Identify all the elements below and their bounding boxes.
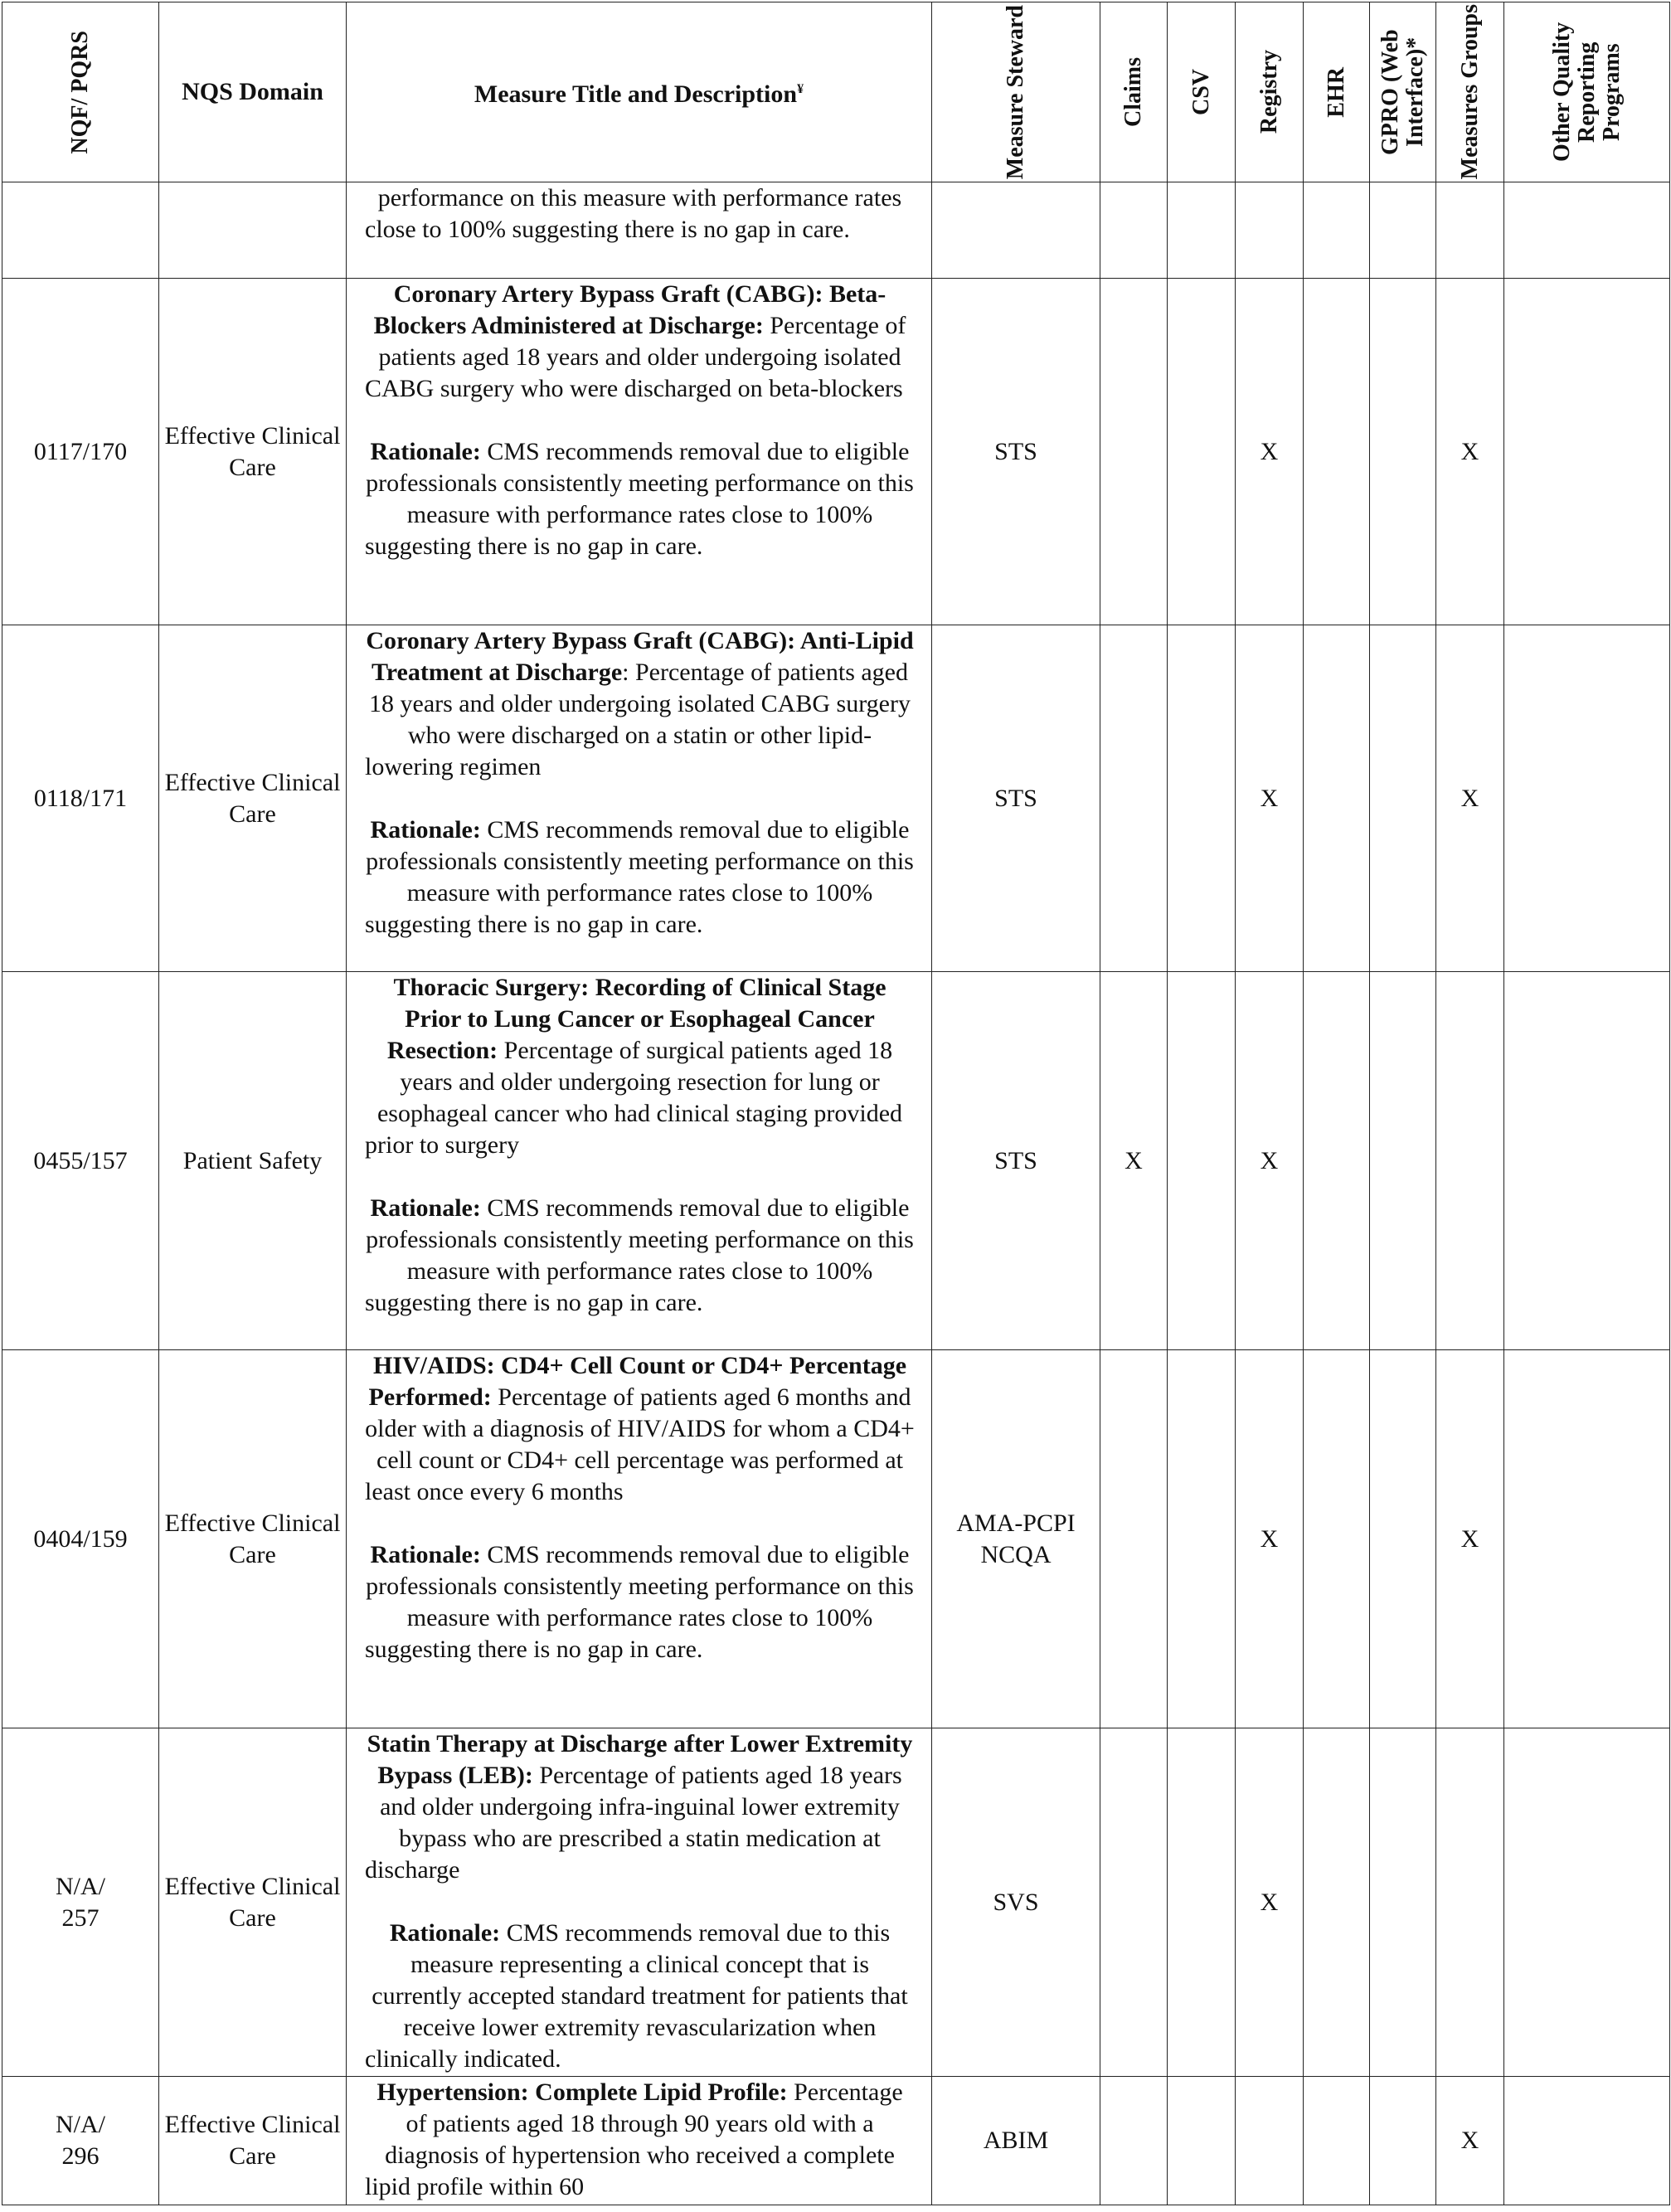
claims-cell: X bbox=[1100, 972, 1168, 1350]
measure-title: Coronary Artery Bypass Graft (CABG): Beta-Blockers Administered at Discharge: bbox=[373, 280, 887, 339]
csv-cell bbox=[1168, 2077, 1236, 2205]
groups-cell bbox=[1436, 182, 1504, 279]
measure-description: performance on this measure with performance rates close to 100% suggesting there is no gap in care. bbox=[365, 184, 902, 243]
measure-description: Percentage of patients aged 6 months and older with a diagnosis of HIV/AIDS for whom a CD4+ cell count or CD4+ cell percentage was performed at least once every 6 months bbox=[365, 1383, 915, 1505]
table-row bbox=[2, 1728, 1670, 2077]
nqf-cell: 0404/159 bbox=[2, 1350, 159, 1728]
nqf-cell: 0455/157 bbox=[2, 972, 159, 1350]
steward-cell: SVS bbox=[932, 1728, 1100, 2077]
header-claims: Claims bbox=[1100, 2, 1168, 182]
yen-footnote-mark: ¥ bbox=[797, 82, 804, 96]
other-cell bbox=[1504, 625, 1670, 972]
domain-cell: Effective Clinical Care bbox=[159, 279, 347, 625]
registry-cell bbox=[1236, 182, 1304, 279]
other-cell bbox=[1504, 972, 1670, 1350]
table-row bbox=[2, 1350, 1670, 1728]
claims-cell bbox=[1100, 1350, 1168, 1728]
steward-cell: ABIM bbox=[932, 2077, 1100, 2205]
table-row bbox=[2, 972, 1670, 1350]
table-row bbox=[2, 279, 1670, 625]
other-cell bbox=[1504, 2077, 1670, 2205]
registry-cell: X bbox=[1236, 972, 1304, 1350]
steward-cell: AMA-PCPI NCQA bbox=[932, 1350, 1100, 1728]
measure-description: Percentage of surgical patients aged 18 years and older undergoing resection for lung or esophageal cancer who had clinical staging provided prior to surgery bbox=[365, 1037, 903, 1159]
table-row bbox=[2, 625, 1670, 972]
description-cell bbox=[347, 182, 932, 279]
groups-cell bbox=[1436, 972, 1504, 1350]
description-cell bbox=[347, 2077, 932, 2205]
header-other-programs: Other Quality Reporting Programs bbox=[1504, 2, 1670, 182]
groups-cell bbox=[1436, 1728, 1504, 2077]
ehr-cell bbox=[1304, 1350, 1370, 1728]
claims-cell bbox=[1100, 182, 1168, 279]
nqf-cell: N/A/ 257 bbox=[2, 1728, 159, 2077]
other-cell bbox=[1504, 279, 1670, 625]
gpro-cell bbox=[1370, 1350, 1436, 1728]
header-nqf-pqrs: NQF/ PQRS bbox=[2, 2, 159, 182]
groups-cell: X bbox=[1436, 625, 1504, 972]
header-csv: CSV bbox=[1168, 2, 1236, 182]
rationale-label: Rationale: bbox=[370, 1541, 481, 1568]
measure-description: Percentage of patients aged 18 years and older undergoing infra-inguinal lower extremity bypass who are prescribed a statin medication at discharge bbox=[365, 1762, 902, 1884]
header-nqs-domain: NQS Domain bbox=[159, 2, 347, 182]
description-cell bbox=[347, 1350, 932, 1728]
csv-cell bbox=[1168, 279, 1236, 625]
steward-cell: STS bbox=[932, 279, 1100, 625]
gpro-cell bbox=[1370, 972, 1436, 1350]
claims-cell bbox=[1100, 625, 1168, 972]
groups-cell: X bbox=[1436, 279, 1504, 625]
header-ehr: EHR bbox=[1304, 2, 1370, 182]
domain-cell: Patient Safety bbox=[159, 972, 347, 1350]
csv-cell bbox=[1168, 972, 1236, 1350]
nqf-cell: 0118/171 bbox=[2, 625, 159, 972]
measure-title: Statin Therapy at Discharge after Lower Extremity Bypass (LEB): bbox=[367, 1730, 913, 1789]
ehr-cell bbox=[1304, 182, 1370, 279]
registry-cell: X bbox=[1236, 625, 1304, 972]
steward-cell bbox=[932, 182, 1100, 279]
groups-cell: X bbox=[1436, 1350, 1504, 1728]
registry-cell bbox=[1236, 2077, 1304, 2205]
registry-cell: X bbox=[1236, 1350, 1304, 1728]
ehr-cell bbox=[1304, 2077, 1370, 2205]
steward-cell: STS bbox=[932, 625, 1100, 972]
other-cell bbox=[1504, 182, 1670, 279]
registry-cell: X bbox=[1236, 279, 1304, 625]
gpro-cell bbox=[1370, 182, 1436, 279]
header-measures-groups: Measures Groups bbox=[1436, 2, 1504, 182]
groups-cell: X bbox=[1436, 2077, 1504, 2205]
other-cell bbox=[1504, 1728, 1670, 2077]
table-row bbox=[2, 2077, 1670, 2205]
description-cell bbox=[347, 1728, 932, 2077]
steward-cell: STS bbox=[932, 972, 1100, 1350]
measures-table bbox=[2, 2, 1670, 2205]
nqf-cell: 0117/170 bbox=[2, 279, 159, 625]
nqf-cell bbox=[2, 182, 159, 279]
other-cell bbox=[1504, 1350, 1670, 1728]
domain-cell: Effective Clinical Care bbox=[159, 2077, 347, 2205]
rationale-label: Rationale: bbox=[370, 438, 481, 465]
measure-title: Coronary Artery Bypass Graft (CABG): Anti-Lipid Treatment at Discharge bbox=[366, 627, 914, 686]
ehr-cell bbox=[1304, 972, 1370, 1350]
measure-description: : Percentage of patients aged 18 years and older undergoing isolated CABG surgery who were discharged on a statin or other lipid-lowering regimen bbox=[365, 659, 911, 780]
rationale-text: CMS recommends removal due to eligible professionals consistently meeting performance on this measure with performance rates close to 100% suggesting there is no gap in care. bbox=[365, 1194, 914, 1316]
registry-cell: X bbox=[1236, 1728, 1304, 2077]
ehr-cell bbox=[1304, 279, 1370, 625]
rationale-text: CMS recommends removal due to eligible professionals consistently meeting performance on this measure with performance rates close to 100% suggesting there is no gap in care. bbox=[365, 1541, 914, 1663]
header-measure-steward: Measure Steward bbox=[932, 2, 1100, 182]
gpro-cell bbox=[1370, 1728, 1436, 2077]
header-registry: Registry bbox=[1236, 2, 1304, 182]
claims-cell bbox=[1100, 2077, 1168, 2205]
header-measure-title: Measure Title and Description¥ bbox=[347, 2, 932, 182]
header-gpro: GPRO (Web Interface)* bbox=[1370, 2, 1436, 182]
gpro-cell bbox=[1370, 625, 1436, 972]
measure-title: Thoracic Surgery: Recording of Clinical Stage Prior to Lung Cancer or Esophageal Cancer Resection: bbox=[386, 974, 887, 1064]
domain-cell bbox=[159, 182, 347, 279]
measure-title: Hypertension: Complete Lipid Profile: bbox=[376, 2078, 788, 2106]
description-cell bbox=[347, 972, 932, 1350]
rationale-text: CMS recommends removal due to eligible professionals consistently meeting performance on this measure with performance rates close to 100% suggesting there is no gap in care. bbox=[365, 816, 914, 938]
gpro-cell bbox=[1370, 279, 1436, 625]
domain-cell: Effective Clinical Care bbox=[159, 1350, 347, 1728]
csv-cell bbox=[1168, 1728, 1236, 2077]
description-cell bbox=[347, 279, 932, 625]
gpro-cell bbox=[1370, 2077, 1436, 2205]
domain-cell: Effective Clinical Care bbox=[159, 625, 347, 972]
ehr-cell bbox=[1304, 1728, 1370, 2077]
ehr-cell bbox=[1304, 625, 1370, 972]
csv-cell bbox=[1168, 182, 1236, 279]
header-row bbox=[2, 2, 1670, 182]
measure-description: Percentage of patients aged 18 through 90 years old with a diagnosis of hypertension who received a complete lipid profile within 60 bbox=[365, 2078, 903, 2200]
claims-cell bbox=[1100, 1728, 1168, 2077]
rationale-text: CMS recommends removal due to eligible professionals consistently meeting performance on this measure with performance rates close to 100% suggesting there is no gap in care. bbox=[365, 438, 914, 560]
measure-title: HIV/AIDS: CD4+ Cell Count or CD4+ Percentage Performed: bbox=[368, 1352, 907, 1411]
csv-cell bbox=[1168, 1350, 1236, 1728]
rationale-text: CMS recommends removal due to this measure representing a clinical concept that is currently accepted standard treatment for patients that receive lower extremity revascularization when clinically indicated. bbox=[365, 1919, 908, 2073]
table-row bbox=[2, 182, 1670, 279]
csv-cell bbox=[1168, 625, 1236, 972]
nqf-cell: N/A/ 296 bbox=[2, 2077, 159, 2205]
domain-cell: Effective Clinical Care bbox=[159, 1728, 347, 2077]
description-cell bbox=[347, 625, 932, 972]
measure-description: Percentage of patients aged 18 years and older undergoing isolated CABG surgery who were discharged on beta-blockers bbox=[365, 312, 906, 402]
rationale-label: Rationale: bbox=[389, 1919, 501, 1947]
rationale-label: Rationale: bbox=[370, 816, 481, 843]
rationale-label: Rationale: bbox=[370, 1194, 481, 1222]
claims-cell bbox=[1100, 279, 1168, 625]
